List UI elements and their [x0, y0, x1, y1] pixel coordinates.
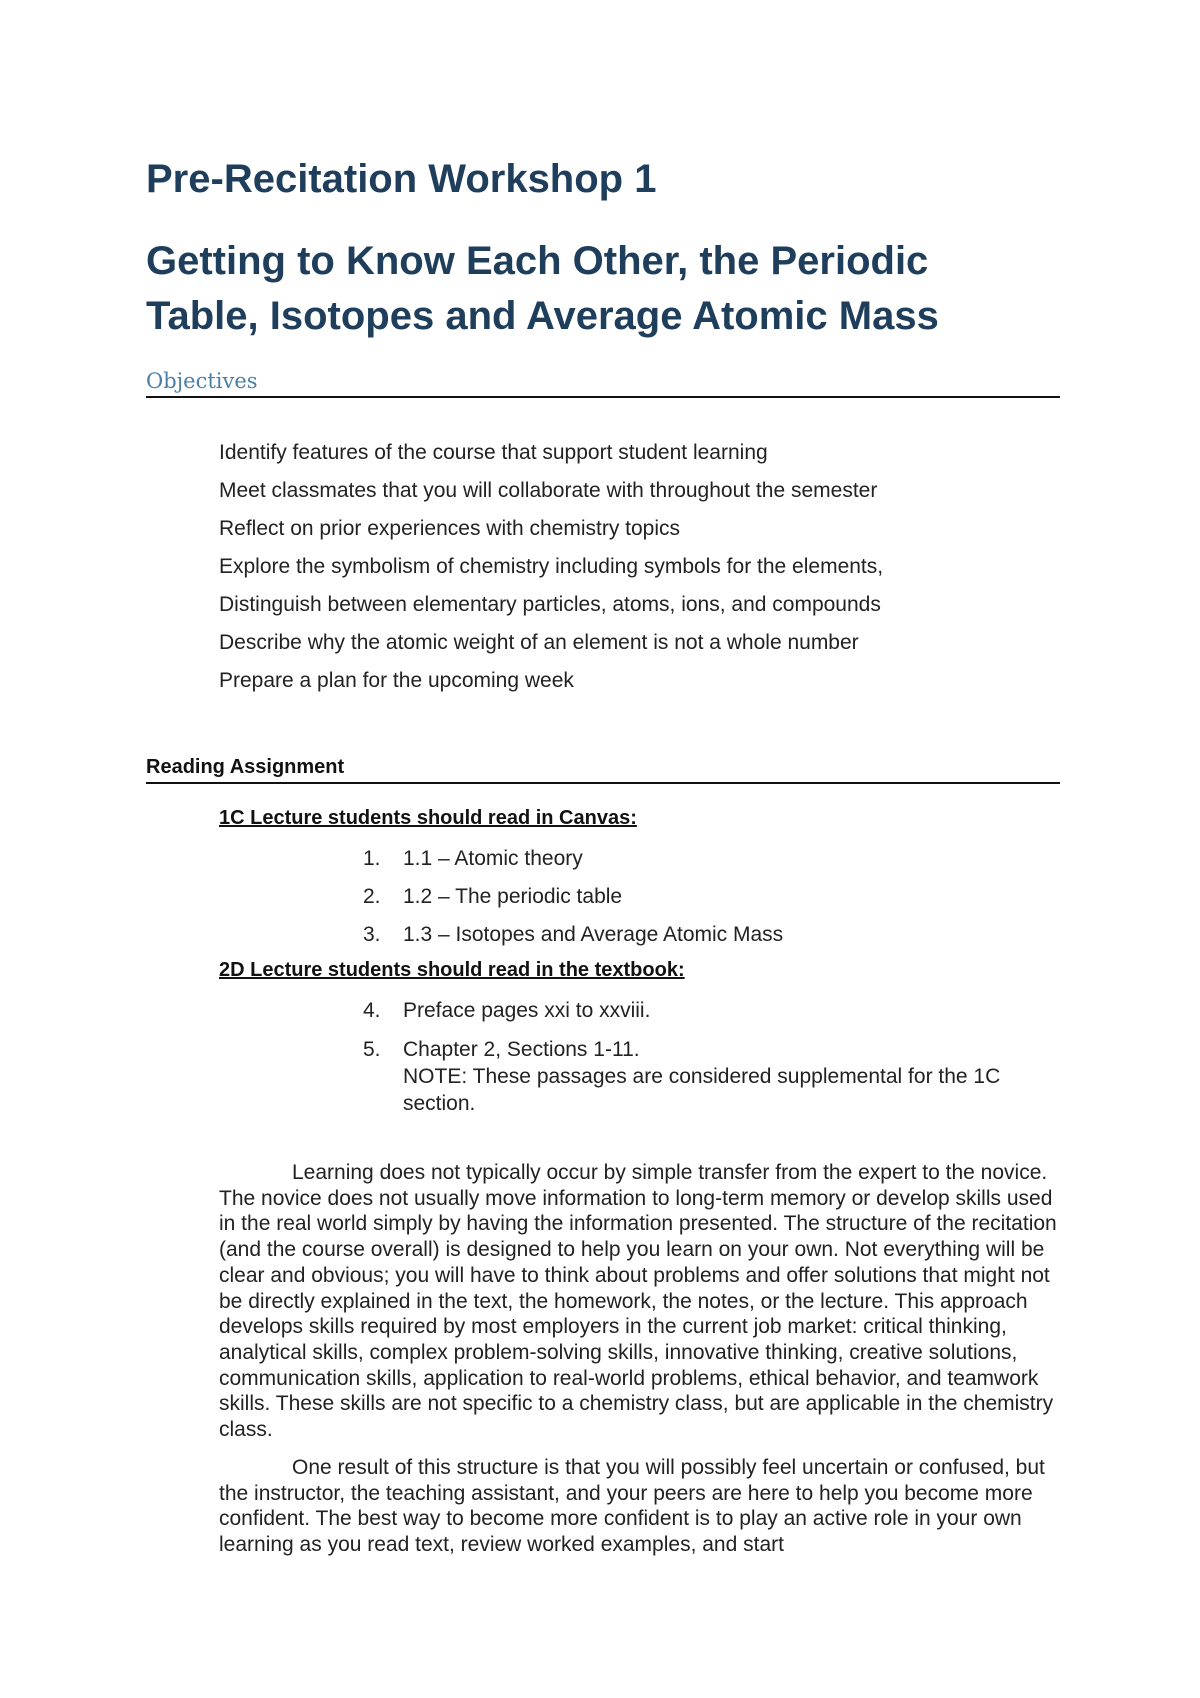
reading-item-number: 2. — [363, 885, 381, 908]
reading-assignment-heading: Reading Assignment — [146, 754, 1060, 784]
body-paragraph-text: Learning does not typically occur by simple transfer from the expert to the novice. The novice does not usually move information to long-term memory or develop skills used in the real world simply by having the information presented. The structure of the recitation (and the course overall) is designed to help you learn on your own. Not everything will be clear and obvious; you will have to think about problems and offer solutions that might not be directly explained in the text, the homework, the notes, or the lecture. This approach develops skills required by most employers in the current job market: critical thinking, analytical skills, complex problem-solving skills, innovative thinking, creative solutions, communication skills, application to real-world problems, ethical behavior, and teamwork skills. These skills are not specific to a chemistry class, but are applicable in the chemistry class. — [219, 1161, 1057, 1442]
reading-item — [363, 840, 783, 878]
reading-item-text: 1.3 – Isotopes and Average Atomic Mass — [403, 923, 784, 946]
page-title: Pre-Recitation Workshop 1 — [146, 157, 657, 201]
objective-item: Distinguish between elementary particles, atoms, ions, and compounds — [219, 593, 881, 616]
lecture-1c-reading-list — [363, 840, 783, 954]
lecture-2d-reading-list — [363, 992, 1043, 1117]
objectives-list — [219, 434, 883, 700]
reading-item-text: Chapter 2, Sections 1-11. — [403, 1038, 640, 1061]
objective-item: Describe why the atomic weight of an element is not a whole number — [219, 631, 859, 654]
reading-item-number: 5. — [363, 1038, 381, 1061]
reading-item — [363, 992, 1043, 1030]
reading-item-note: NOTE: These passages are considered supplemental for the 1C section. — [403, 1065, 1001, 1115]
reading-item-text: 1.2 – The periodic table — [403, 885, 623, 908]
objective-item: Reflect on prior experiences with chemistry topics — [219, 517, 681, 540]
body-paragraph — [219, 1160, 1069, 1443]
objectives-heading: Objectives — [146, 364, 1060, 398]
reading-item-text: 1.1 – Atomic theory — [403, 847, 583, 870]
page-subtitle: Getting to Know Each Other, the Periodic Table, Isotopes and Average Atomic Mass — [146, 239, 939, 338]
lecture-2d-heading: 2D Lecture students should read in the textbook: — [219, 959, 685, 981]
lecture-1c-heading: 1C Lecture students should read in Canvas: — [219, 807, 637, 829]
reading-item-number: 3. — [363, 923, 381, 946]
objective-item: Identify features of the course that support student learning — [219, 441, 768, 464]
reading-item — [363, 878, 783, 916]
reading-item-number: 1. — [363, 847, 381, 870]
objective-item: Prepare a plan for the upcoming week — [219, 669, 574, 692]
body-paragraph — [219, 1455, 1069, 1558]
reading-item — [363, 1030, 1043, 1117]
objective-item: Explore the symbolism of chemistry including symbols for the elements, — [219, 555, 884, 578]
reading-item-text: Preface pages xxi to xxviii. — [403, 999, 651, 1022]
body-paragraph-text: One result of this structure is that you will possibly feel uncertain or confused, but the instructor, the teaching assistant, and your peers are here to help you become more confident. The best way to become more confident is to play an active role in your own learning as you read text, review worked examples, and start — [219, 1456, 1045, 1557]
reading-item-number: 4. — [363, 999, 381, 1022]
reading-item — [363, 916, 783, 954]
objective-item: Meet classmates that you will collaborate with throughout the semester — [219, 479, 878, 502]
